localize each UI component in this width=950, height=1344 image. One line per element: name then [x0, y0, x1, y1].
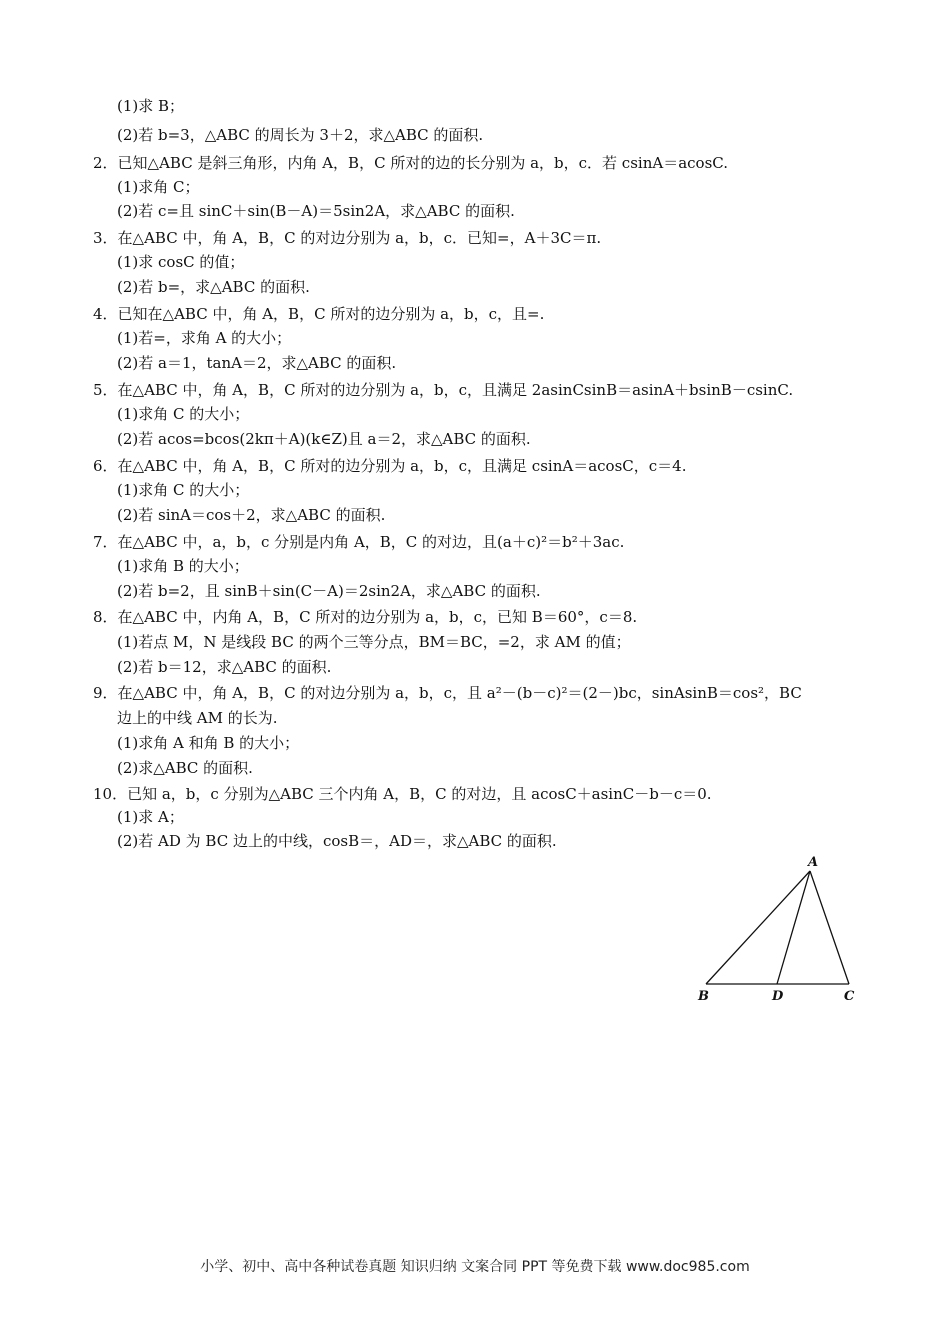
text-line: (1)若点 M，N 是线段 BC 的两个三等分点，BM＝BC，=2，求 AM 的值；: [117, 633, 631, 651]
problem-9-heading: 9．在△ABC 中，角 A，B，C 的对边分别为 a，b，c，且 a²－(b－c)²＝(2－)bc，sinAsinB＝cos²，BC: [93, 684, 802, 702]
problem-2-heading: 2．已知△ABC 是斜三角形，内角 A，B，C 所对的边的长分别为 a，b，c．若 csinA＝acosC.: [93, 154, 728, 172]
label-d: D: [772, 989, 784, 1004]
page-footer: 小学、初中、高中各种试卷真题 知识归纳 文案合同 PPT 等免费下载 www.doc985.com: [200, 1259, 750, 1275]
text-line: (1)求角 C 的大小；: [117, 405, 250, 423]
edge-ab: [706, 871, 810, 984]
text-line: (2)若 sinA＝cos＋2，求△ABC 的面积.: [117, 506, 386, 524]
edge-ac: [810, 871, 849, 984]
text-line: (1)求角 C；: [117, 178, 200, 196]
text-line: (2)若 b＝12，求△ABC 的面积.: [117, 658, 332, 676]
text-line: (1)求 cosC 的值；: [117, 253, 245, 271]
text-line: (2)若 acos=bcos(2kπ＋A)(k∈Z)且 a＝2，求△ABC 的面积.: [117, 430, 531, 448]
text-line: (1)求角 B 的大小；: [117, 557, 249, 575]
text-line: (1)求角 A 和角 B 的大小；: [117, 734, 300, 752]
problem-5-heading: 5．在△ABC 中，角 A，B，C 所对的边分别为 a，b，c，且满足 2asinCsinB＝asinA＋bsinB－csinC.: [93, 381, 794, 399]
text-line: (2)若 c=且 sinC＋sin(B－A)＝5sin2A，求△ABC 的面积.: [117, 202, 515, 220]
text-line: 边上的中线 AM 的长为.: [117, 709, 278, 727]
problem-10-heading: 10．已知 a，b，c 分别为△ABC 三个内角 A，B，C 的对边，且 acosC＋asinC－b－c＝0.: [93, 785, 712, 803]
label-a: A: [808, 855, 819, 870]
label-c: C: [844, 989, 855, 1004]
text-line: (2)求△ABC 的面积.: [117, 759, 253, 777]
problem-6-heading: 6．在△ABC 中，角 A，B，C 所对的边分别为 a，b，c，且满足 csinA＝acosC，c＝4.: [93, 457, 687, 475]
text-line: (2)若 a＝1，tanA＝2，求△ABC 的面积.: [117, 354, 397, 372]
problem-3-heading: 3．在△ABC 中，角 A，B，C 的对边分别为 a，b，c．已知=，A＋3C＝π.: [93, 229, 602, 247]
text-line: (1)求 A；: [117, 808, 184, 826]
triangle-diagram: [690, 852, 865, 1007]
label-b: B: [698, 989, 709, 1004]
text-line: (1)若=，求角 A 的大小；: [117, 329, 292, 347]
text-line: (2)若 b=3，△ABC 的周长为 3＋2，求△ABC 的面积.: [117, 126, 484, 144]
problem-7-heading: 7．在△ABC 中，a，b，c 分别是内角 A，B，C 的对边，且(a＋c)²＝b²＋3ac.: [93, 533, 625, 551]
text-line: (2)若 b=2，且 sinB＋sin(C－A)＝2sin2A，求△ABC 的面积.: [117, 582, 541, 600]
problem-4-heading: 4．已知在△ABC 中，角 A，B，C 所对的边分别为 a，b，c，且=.: [93, 305, 545, 323]
problem-8-heading: 8．在△ABC 中，内角 A，B，C 所对的边分别为 a，b，c，已知 B＝60°，c＝8.: [93, 608, 638, 626]
text-line: (1)求角 C 的大小；: [117, 481, 250, 499]
median-ad: [777, 871, 810, 984]
text-line: (2)若 AD 为 BC 边上的中线，cosB＝，AD＝，求△ABC 的面积.: [117, 832, 557, 850]
text-line: (1)求 B；: [117, 97, 185, 115]
text-line: (2)若 b=，求△ABC 的面积.: [117, 278, 310, 296]
